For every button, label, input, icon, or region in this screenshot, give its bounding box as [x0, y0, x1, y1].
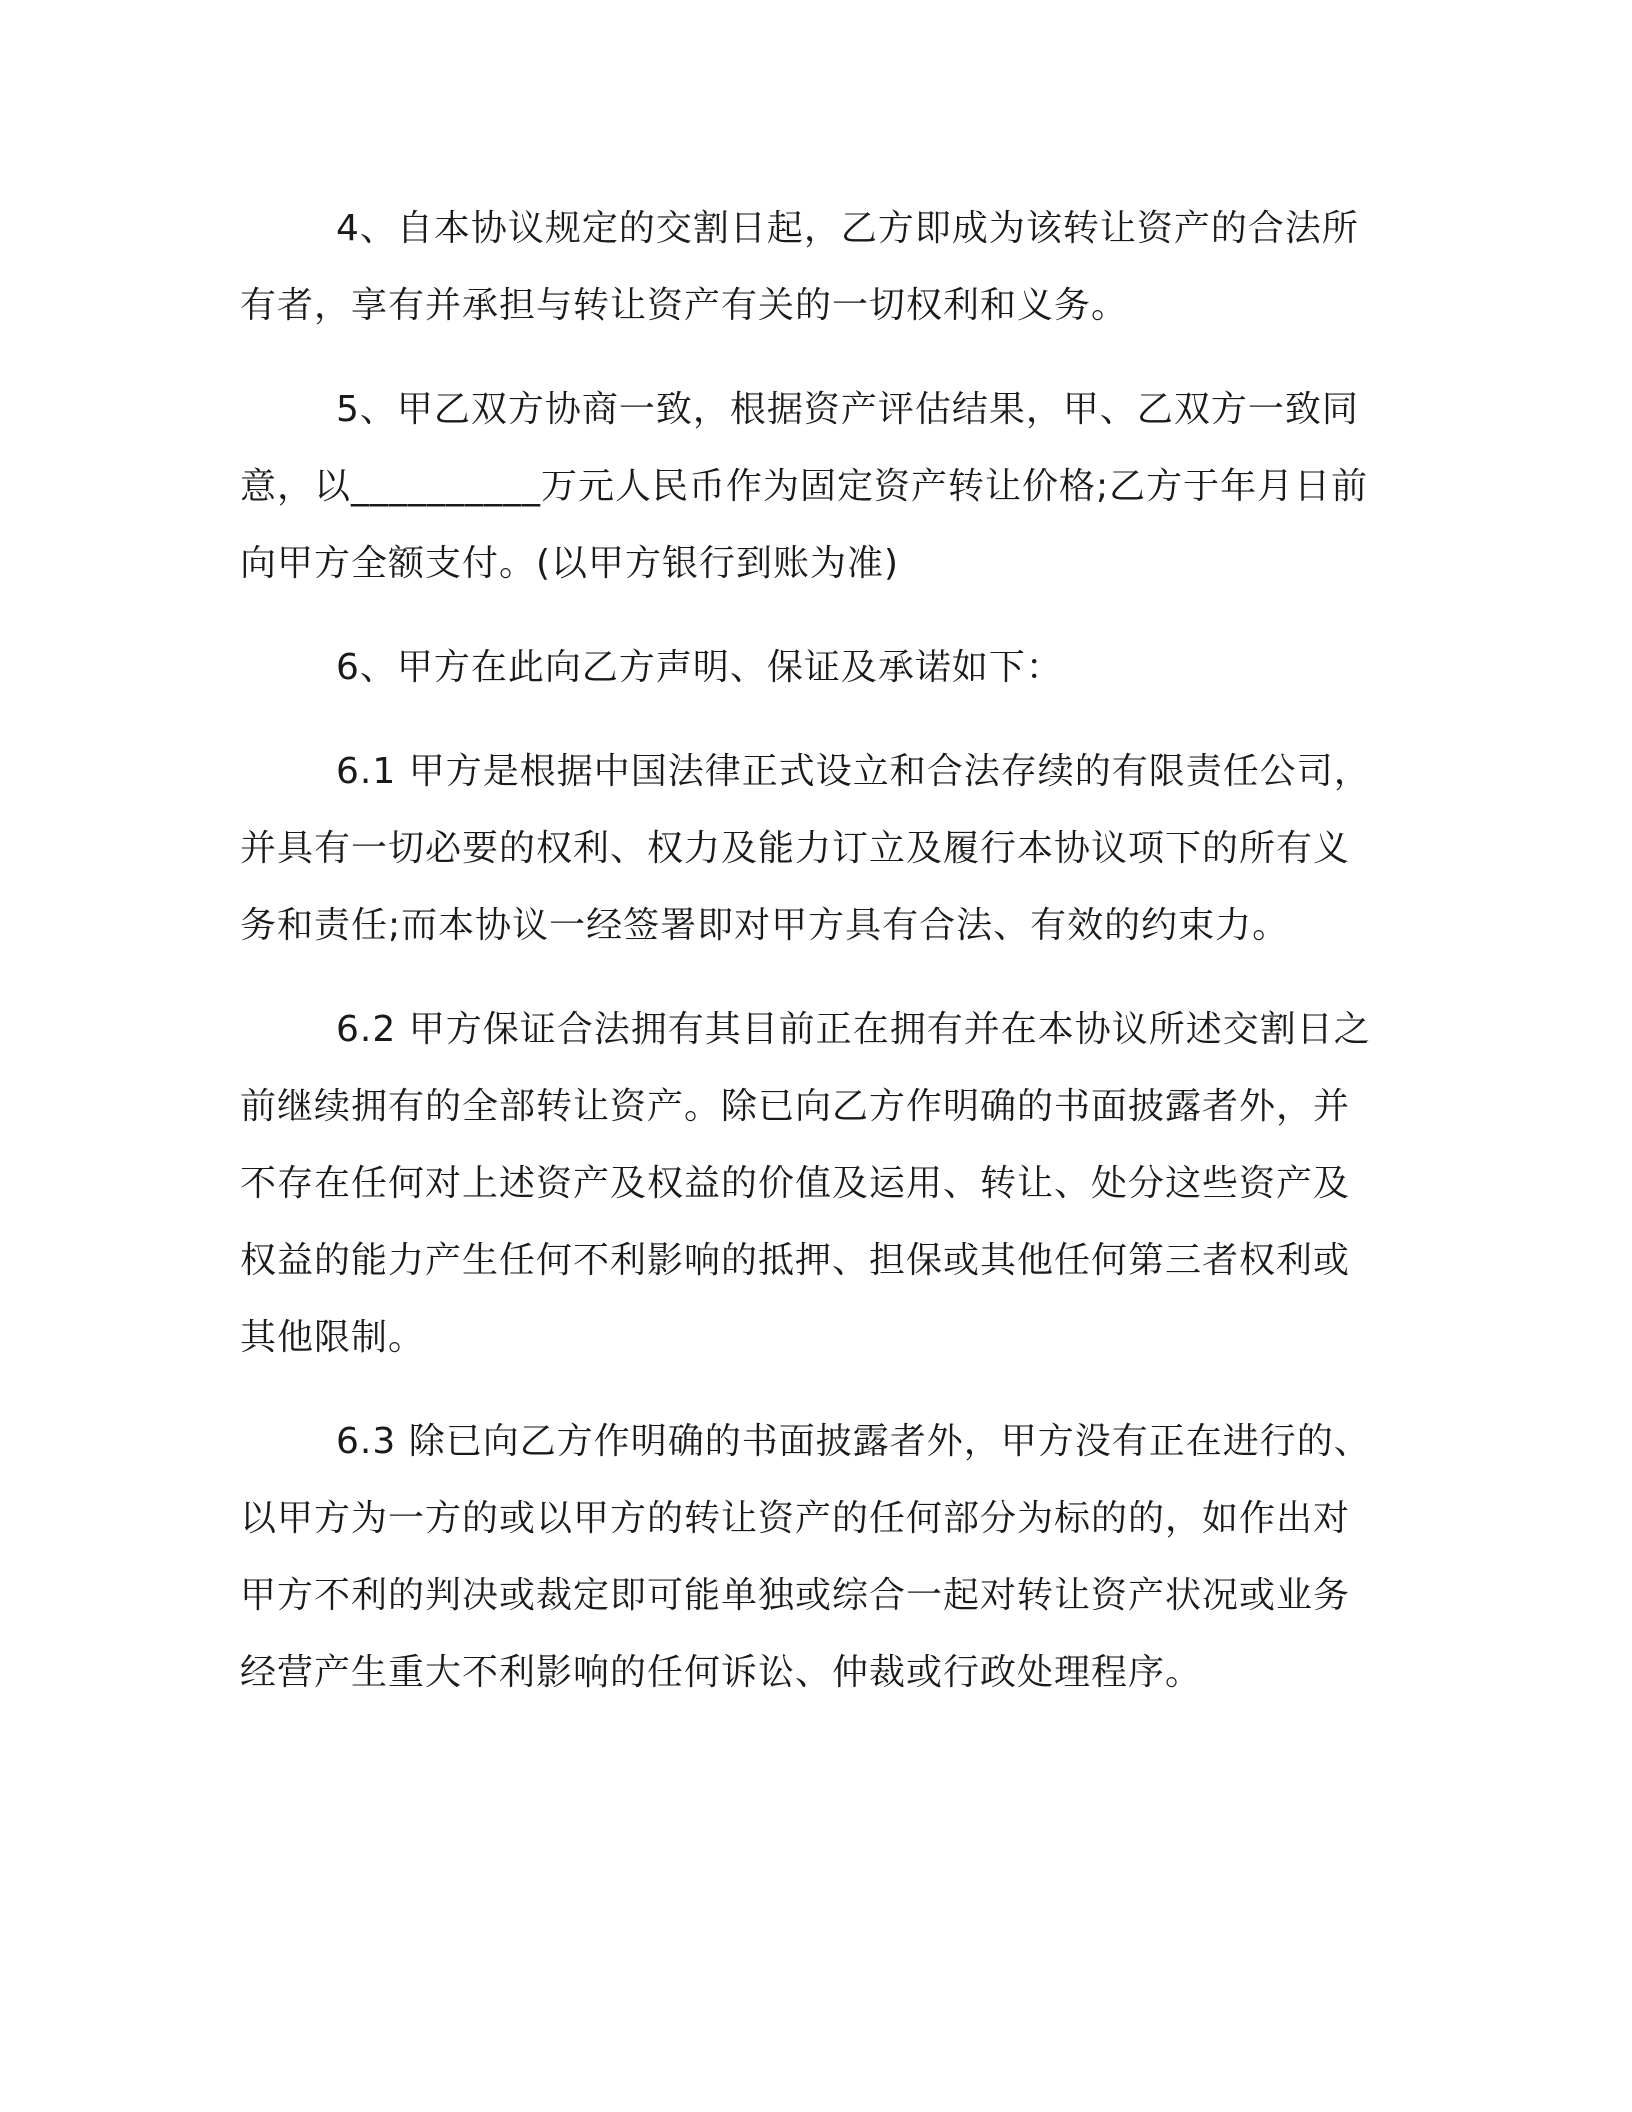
clause-6-1-line-3: 务和责任;而本协议一经签署即对甲方具有合法、有效的约束力。 [240, 905, 1290, 946]
clause-6-3-line-4: 经营产生重大不利影响的任何诉讼、仲裁或行政处理程序。 [240, 1652, 1203, 1693]
clause-6-1 [240, 733, 1375, 964]
clause-6-3-line-2: 以甲方为一方的或以甲方的转让资产的任何部分为标的的，如作出对 [240, 1498, 1351, 1539]
clause-5-line-2: 意，以__________万元人民币作为固定资产转让价格;乙方于年月日前 [240, 466, 1369, 507]
clause-4 [240, 190, 1375, 344]
clause-6-3-line-1: 6.3 除已向乙方作明确的书面披露者外，甲方没有正在进行的、 [336, 1421, 1371, 1462]
clause-5-line-3: 向甲方全额支付。(以甲方银行到账为准) [240, 543, 900, 584]
clause-6-2-line-5: 其他限制。 [240, 1317, 426, 1358]
clause-6 [240, 629, 1375, 706]
clause-5 [240, 371, 1375, 602]
clause-6-2-line-1: 6.2 甲方保证合法拥有其目前正在拥有并在本协议所述交割日之 [336, 1009, 1371, 1050]
clause-6-2 [240, 991, 1375, 1376]
clause-4-line-2: 有者，享有并承担与转让资产有关的一切权利和义务。 [240, 285, 1129, 326]
clause-6-3 [240, 1403, 1375, 1711]
paragraph-gap [240, 1376, 1375, 1403]
clause-6-2-line-3: 不存在任何对上述资产及权益的价值及运用、转让、处分这些资产及 [240, 1163, 1351, 1204]
clause-4-line-1: 4、自本协议规定的交割日起，乙方即成为该转让资产的合法所 [336, 208, 1359, 249]
clause-6-2-line-4: 权益的能力产生任何不利影响的抵押、担保或其他任何第三者权利或 [240, 1240, 1351, 1281]
clause-6-2-line-2: 前继续拥有的全部转让资产。除已向乙方作明确的书面披露者外，并 [240, 1086, 1351, 1127]
clause-5-line-1: 5、甲乙双方协商一致，根据资产评估结果，甲、乙双方一致同 [336, 389, 1359, 430]
paragraph-gap [240, 706, 1375, 733]
paragraph-gap [240, 964, 1375, 991]
clause-6-1-line-1: 6.1 甲方是根据中国法律正式设立和合法存续的有限责任公司， [336, 751, 1371, 792]
paragraph-gap [240, 602, 1375, 629]
clause-6-1-line-2: 并具有一切必要的权利、权力及能力订立及履行本协议项下的所有义 [240, 828, 1351, 869]
document-body [240, 190, 1375, 1711]
paragraph-gap [240, 344, 1375, 371]
clause-6-line-1: 6、甲方在此向乙方声明、保证及承诺如下： [336, 647, 1063, 688]
clause-6-3-line-3: 甲方不利的判决或裁定即可能单独或综合一起对转让资产状况或业务 [240, 1575, 1351, 1616]
